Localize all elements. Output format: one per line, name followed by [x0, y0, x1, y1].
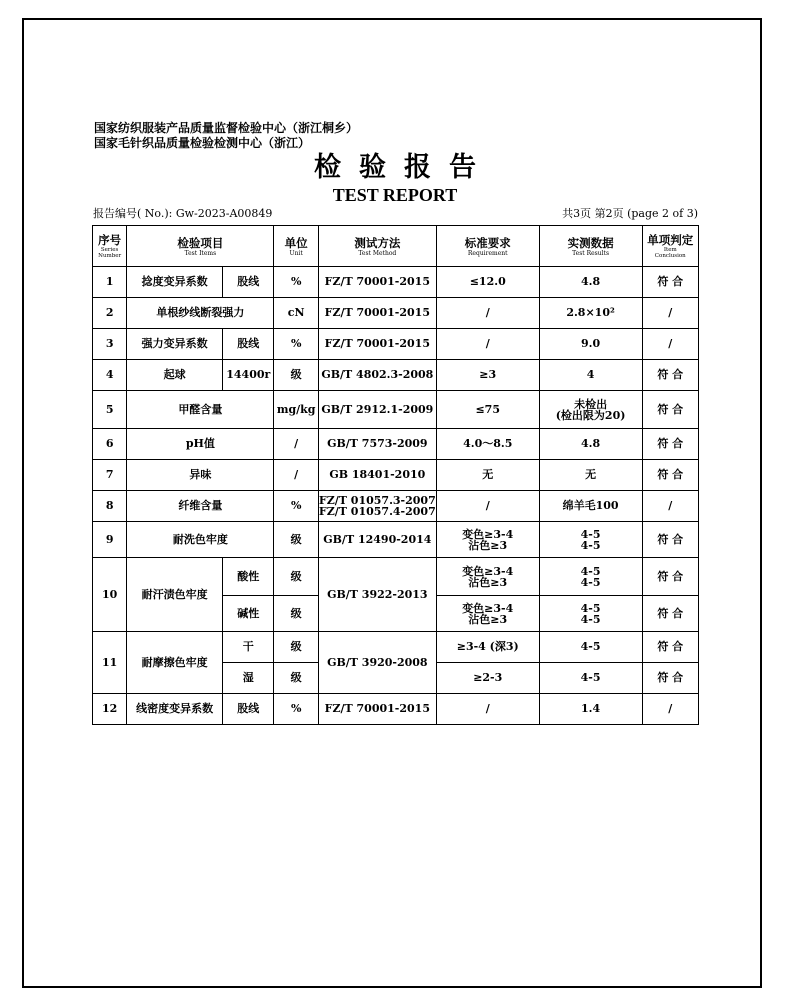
cell-concl: 符 合: [642, 267, 699, 298]
cell-unit: 级: [274, 596, 318, 632]
table-header-row: [93, 226, 699, 267]
col-result-en: Test Results: [572, 249, 610, 257]
cell-req: /: [436, 491, 539, 522]
cell-result: [539, 596, 642, 632]
cell-unit: /: [274, 429, 318, 460]
cell-no: 8: [93, 491, 127, 522]
cell-method: [318, 491, 436, 522]
table-row: [93, 694, 699, 725]
table-row: [93, 298, 699, 329]
cell-req: [436, 596, 539, 632]
cell-method: FZ/T 70001-2015: [318, 329, 436, 360]
col-result: [539, 226, 642, 267]
cell-no: 11: [93, 632, 127, 694]
cell-result: 4.8: [539, 267, 642, 298]
cell-no: 7: [93, 460, 127, 491]
cell-unit: 级: [274, 663, 318, 694]
col-unit-cn: 单位: [284, 235, 308, 250]
cell-sub: 湿: [223, 663, 274, 694]
col-req-cn: 标准要求: [464, 235, 511, 250]
cell-no: 2: [93, 298, 127, 329]
cell-item: 耐洗色牢度: [127, 522, 274, 558]
cell-sub: 酸性: [223, 558, 274, 596]
cell-req: [436, 522, 539, 558]
cell-req: 无: [436, 460, 539, 491]
cell-result: 无: [539, 460, 642, 491]
cell-item: 纤维含量: [127, 491, 274, 522]
cell-method-line2: FZ/T 01057.4-2007: [318, 505, 436, 518]
col-item-en: Test Items: [184, 249, 217, 257]
cell-sub: 股线: [223, 329, 274, 360]
cell-no: 12: [93, 694, 127, 725]
cell-concl: /: [642, 491, 699, 522]
cell-sub: 14400r: [223, 360, 274, 391]
cell-concl: 符 合: [642, 391, 699, 429]
col-result-cn: 实测数据: [567, 235, 614, 250]
page-info: 共3页 第2页 (page 2 of 3): [562, 207, 698, 220]
col-serial-cn: 序号: [98, 233, 122, 247]
cell-req-line1: 变色≥3-4: [462, 601, 514, 615]
col-req-en: Requirement: [467, 249, 508, 257]
cell-item: 耐汗渍色牢度: [127, 558, 223, 632]
table-row: [93, 360, 699, 391]
cell-method: FZ/T 70001-2015: [318, 694, 436, 725]
cell-item: 单根纱线断裂强力: [127, 298, 274, 329]
col-serial: [93, 226, 127, 267]
table-row: [93, 632, 699, 663]
cell-no: 4: [93, 360, 127, 391]
cell-unit: %: [274, 491, 318, 522]
cell-req: ≥2-3: [436, 663, 539, 694]
cell-result: 4-5: [539, 632, 642, 663]
cell-method: GB/T 3922-2013: [318, 558, 436, 632]
cell-result: 4-5: [539, 663, 642, 694]
cell-no: 5: [93, 391, 127, 429]
report-title-cn: 检验报告: [314, 152, 494, 183]
cell-req: [436, 558, 539, 596]
col-method-cn: 测试方法: [354, 235, 401, 250]
cell-result: 9.0: [539, 329, 642, 360]
cell-result: 4: [539, 360, 642, 391]
cell-req: ≤12.0: [436, 267, 539, 298]
cell-unit: %: [274, 694, 318, 725]
cell-result: [539, 522, 642, 558]
cell-unit: /: [274, 460, 318, 491]
cell-concl: 符 合: [642, 596, 699, 632]
cell-result-line2: 4-5: [580, 538, 601, 552]
cell-result-line2: (检出限为20): [555, 408, 626, 422]
cell-method: GB/T 4802.3-2008: [318, 360, 436, 391]
col-concl-en-1: Item: [663, 247, 677, 253]
cell-no: 9: [93, 522, 127, 558]
col-conclusion: [642, 226, 699, 267]
cell-method: GB 18401-2010: [318, 460, 436, 491]
cell-result: 绵羊毛100: [539, 491, 642, 522]
table-row: [93, 391, 699, 429]
col-item: [127, 226, 274, 267]
cell-concl: 符 合: [642, 632, 699, 663]
report-title-en: TEST REPORT: [332, 185, 458, 205]
cell-result-line2: 4-5: [580, 612, 601, 626]
cell-unit: mg/kg: [274, 391, 318, 429]
col-unit-en: Unit: [289, 249, 303, 257]
org-name-2: 国家毛针织品质量检验检测中心（浙江）: [94, 136, 311, 150]
cell-item: 线密度变异系数: [127, 694, 223, 725]
cell-result: [539, 558, 642, 596]
cell-concl: /: [642, 694, 699, 725]
cell-unit: %: [274, 267, 318, 298]
table-row: [93, 329, 699, 360]
col-unit: [274, 226, 318, 267]
cell-result-line2: 4-5: [580, 575, 601, 589]
cell-result-line1: 未检出: [574, 397, 608, 411]
cell-concl: /: [642, 298, 699, 329]
cell-method: GB/T 2912.1-2009: [318, 391, 436, 429]
cell-sub: 干: [223, 632, 274, 663]
cell-concl: 符 合: [642, 522, 699, 558]
table-row: [93, 267, 699, 298]
cell-method: FZ/T 70001-2015: [318, 267, 436, 298]
cell-result: 1.4: [539, 694, 642, 725]
cell-unit: 级: [274, 632, 318, 663]
cell-concl: 符 合: [642, 429, 699, 460]
cell-no: 1: [93, 267, 127, 298]
table-row: [93, 558, 699, 596]
cell-unit: 级: [274, 522, 318, 558]
cell-no: 10: [93, 558, 127, 632]
col-concl-cn: 单项判定: [647, 233, 694, 247]
cell-method: GB/T 7573-2009: [318, 429, 436, 460]
col-item-cn: 检验项目: [177, 235, 224, 250]
cell-method: GB/T 3920-2008: [318, 632, 436, 694]
cell-item: 耐摩擦色牢度: [127, 632, 223, 694]
cell-concl: /: [642, 329, 699, 360]
cell-item: 强力变异系数: [127, 329, 223, 360]
cell-result: 4.8: [539, 429, 642, 460]
cell-item: 异味: [127, 460, 274, 491]
col-method: [318, 226, 436, 267]
col-requirement: [436, 226, 539, 267]
cell-req: /: [436, 329, 539, 360]
cell-concl: 符 合: [642, 360, 699, 391]
col-concl-en-2: Conclusion: [654, 253, 686, 259]
cell-concl: 符 合: [642, 663, 699, 694]
cell-req: ≤75: [436, 391, 539, 429]
cell-concl: 符 合: [642, 460, 699, 491]
cell-result-line1: 4-5: [580, 601, 601, 615]
cell-no: 6: [93, 429, 127, 460]
cell-req: /: [436, 298, 539, 329]
cell-req: /: [436, 694, 539, 725]
cell-method-line1: FZ/T 01057.3-2007: [318, 494, 436, 507]
cell-item: 甲醛含量: [127, 391, 274, 429]
cell-item: 捻度变异系数: [127, 267, 223, 298]
cell-result: 2.8×10²: [539, 298, 642, 329]
col-serial-en-2: Number: [98, 253, 122, 259]
table-row: [93, 429, 699, 460]
cell-no: 3: [93, 329, 127, 360]
cell-req-line2: 沾色≥3: [468, 575, 508, 589]
cell-req-line2: 沾色≥3: [468, 612, 508, 626]
cell-req-line1: 变色≥3-4: [462, 564, 514, 578]
table-row: [93, 522, 699, 558]
cell-item: pH值: [127, 429, 274, 460]
table-row: [93, 460, 699, 491]
col-method-en: Test Method: [358, 249, 397, 257]
cell-sub: 股线: [223, 694, 274, 725]
cell-method: FZ/T 70001-2015: [318, 298, 436, 329]
cell-unit: %: [274, 329, 318, 360]
cell-sub: 股线: [223, 267, 274, 298]
org-name-1: 国家纺织服装产品质量监督检验中心（浙江桐乡）: [94, 121, 359, 135]
report-number: 报告编号( No.): Gw-2023-A00849: [93, 207, 273, 220]
table-row: [93, 491, 699, 522]
cell-unit: 级: [274, 360, 318, 391]
cell-req: ≥3: [436, 360, 539, 391]
cell-req-line1: 变色≥3-4: [462, 527, 514, 541]
cell-result-line1: 4-5: [580, 527, 601, 541]
cell-concl: 符 合: [642, 558, 699, 596]
cell-req-line2: 沾色≥3: [468, 538, 508, 552]
cell-result: [539, 391, 642, 429]
cell-req: ≥3-4 (深3): [436, 632, 539, 663]
test-results-table: [92, 225, 699, 725]
col-serial-en-1: Series: [100, 247, 119, 253]
cell-unit: cN: [274, 298, 318, 329]
cell-result-line1: 4-5: [580, 564, 601, 578]
cell-req: 4.0～8.5: [436, 429, 539, 460]
cell-unit: 级: [274, 558, 318, 596]
cell-method: GB/T 12490-2014: [318, 522, 436, 558]
cell-item: 起球: [127, 360, 223, 391]
cell-sub: 碱性: [223, 596, 274, 632]
